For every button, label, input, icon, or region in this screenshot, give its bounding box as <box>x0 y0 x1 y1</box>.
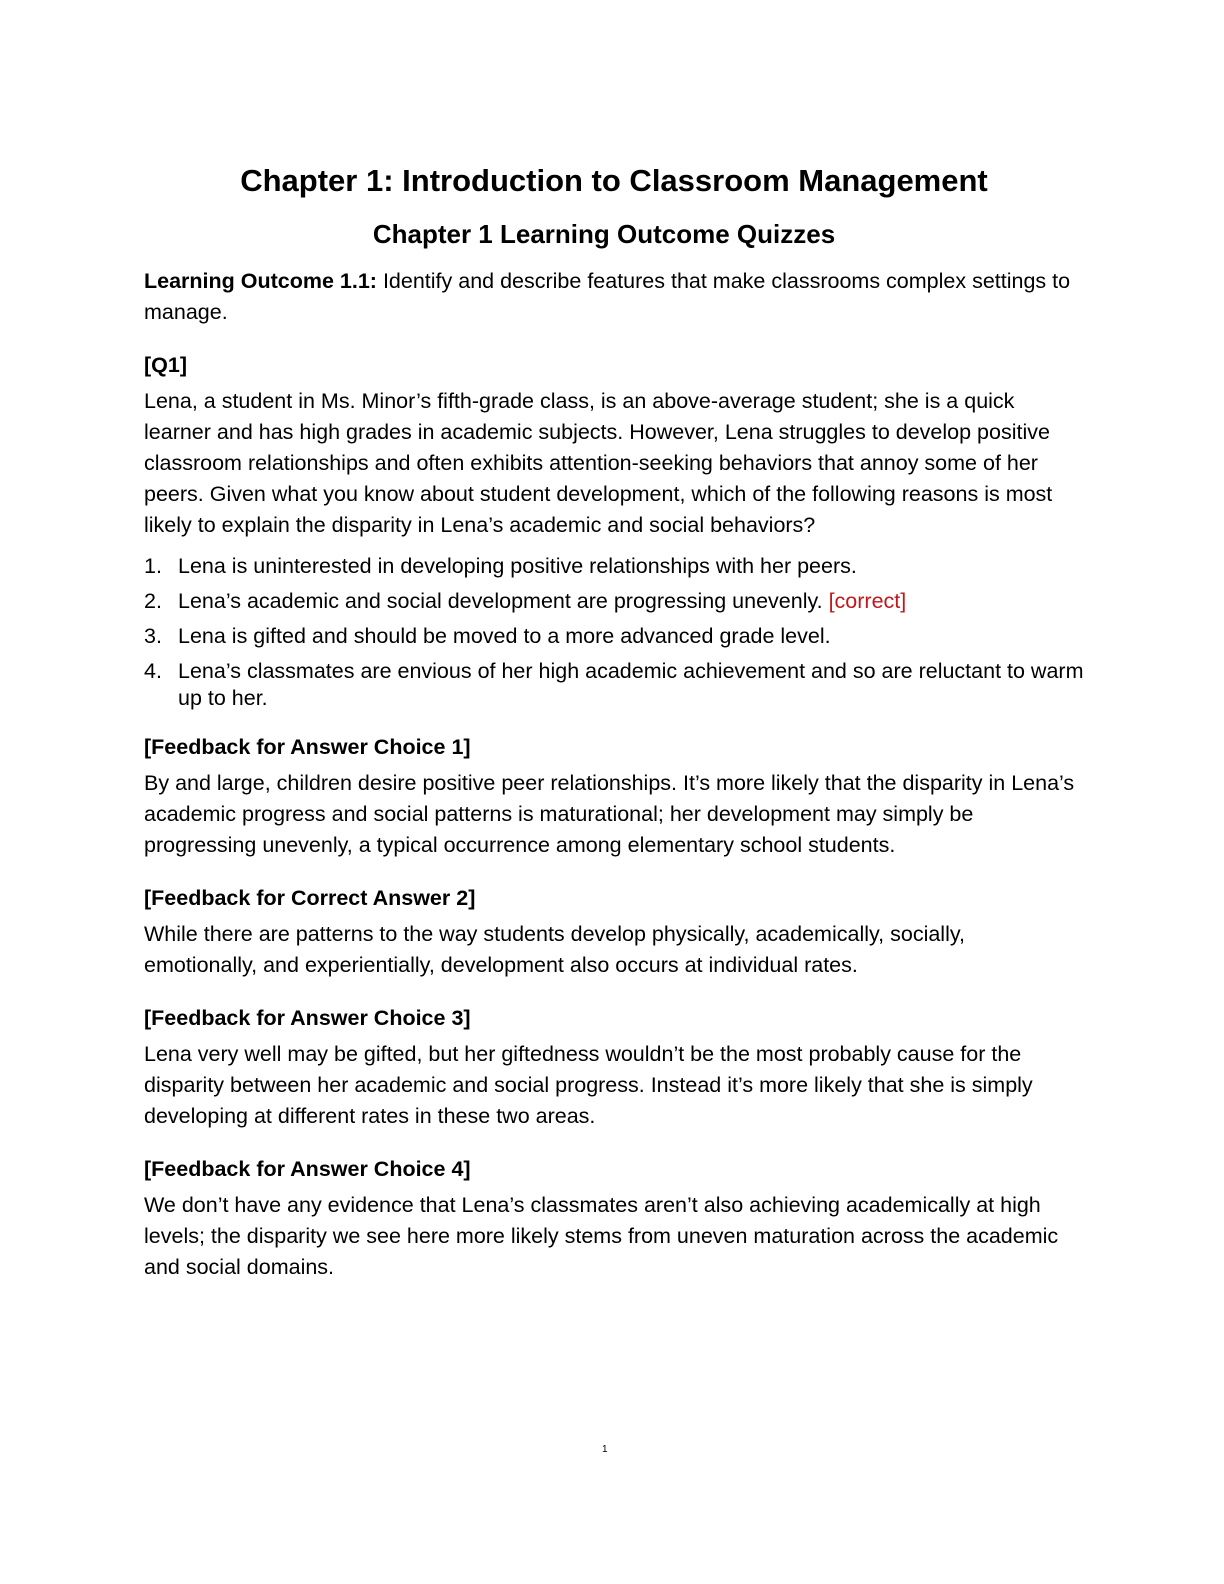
answer-choices-list <box>144 553 1084 712</box>
feedback-heading: [Feedback for Answer Choice 4] <box>144 1157 471 1181</box>
answer-choice-number: 2. <box>144 589 162 613</box>
learning-outcome-label: Learning Outcome 1.1: <box>144 269 377 293</box>
answer-choice <box>144 553 1084 580</box>
feedback-text: By and large, children desire positive peer relationships. It’s more likely that the disparity in Lena’s academic progress and social patterns is maturational; her development may simply be progressing unevenly, a typical occurrence among elementary school students. <box>144 771 1075 857</box>
question-stem: Lena, a student in Ms. Minor’s fifth-grade class, is an above-average student; she is a quick learner and has high grades in academic subjects. However, Lena struggles to develop positive classroom relationships and often exhibits attention-seeking behaviors that annoy some of her peers. Given what you know about student development, which of the following reasons is most likely to explain the disparity in Lena’s academic and social behaviors? <box>144 389 1053 537</box>
answer-choice <box>144 588 1084 615</box>
answer-choice-text: Lena’s classmates are envious of her high academic achievement and so are reluctant to warm up to her. <box>178 659 1084 710</box>
answer-choice-text: Lena’s academic and social development are progressing unevenly. <box>178 589 829 613</box>
feedback-block <box>144 1154 1084 1283</box>
answer-choice-text: Lena is gifted and should be moved to a more advanced grade level. <box>178 624 831 648</box>
feedback-heading: [Feedback for Answer Choice 1] <box>144 735 471 759</box>
feedback-block <box>144 1003 1084 1132</box>
feedback-heading: [Feedback for Correct Answer 2] <box>144 886 476 910</box>
answer-choice-number: 1. <box>144 554 162 578</box>
answer-choice <box>144 623 1084 650</box>
question-id: [Q1] <box>144 353 187 377</box>
correct-answer-tag: [correct] <box>828 589 907 613</box>
feedback-text: While there are patterns to the way students develop physically, academically, socially, emotionally, and experientially, development also occurs at individual rates. <box>144 922 965 977</box>
learning-outcome-text: Identify and describe features that make classrooms complex settings to manage. <box>144 269 1071 324</box>
answer-choice-text: Lena is uninterested in developing positive relationships with her peers. <box>178 554 857 578</box>
page-number: 1 <box>602 1444 608 1455</box>
page-content <box>144 160 1084 1305</box>
learning-outcome <box>144 266 1084 328</box>
feedback-block <box>144 732 1084 861</box>
feedback-text: We don’t have any evidence that Lena’s classmates aren’t also achieving academically at high levels; the disparity we see here more likely stems from uneven maturation across the academic and social domains. <box>144 1193 1059 1279</box>
chapter-title: Chapter 1: Introduction to Classroom Management <box>240 163 988 198</box>
feedback-heading: [Feedback for Answer Choice 3] <box>144 1006 471 1030</box>
feedback-block <box>144 883 1084 981</box>
answer-choice-number: 4. <box>144 659 162 683</box>
section-title: Chapter 1 Learning Outcome Quizzes <box>372 219 836 249</box>
answer-choice-number: 3. <box>144 624 162 648</box>
feedback-text: Lena very well may be gifted, but her giftedness wouldn’t be the most probably cause for the disparity between her academic and social progress. Instead it’s more likely that she is simply developing at different rates in these two areas. <box>144 1042 1033 1128</box>
answer-choice <box>144 658 1084 712</box>
